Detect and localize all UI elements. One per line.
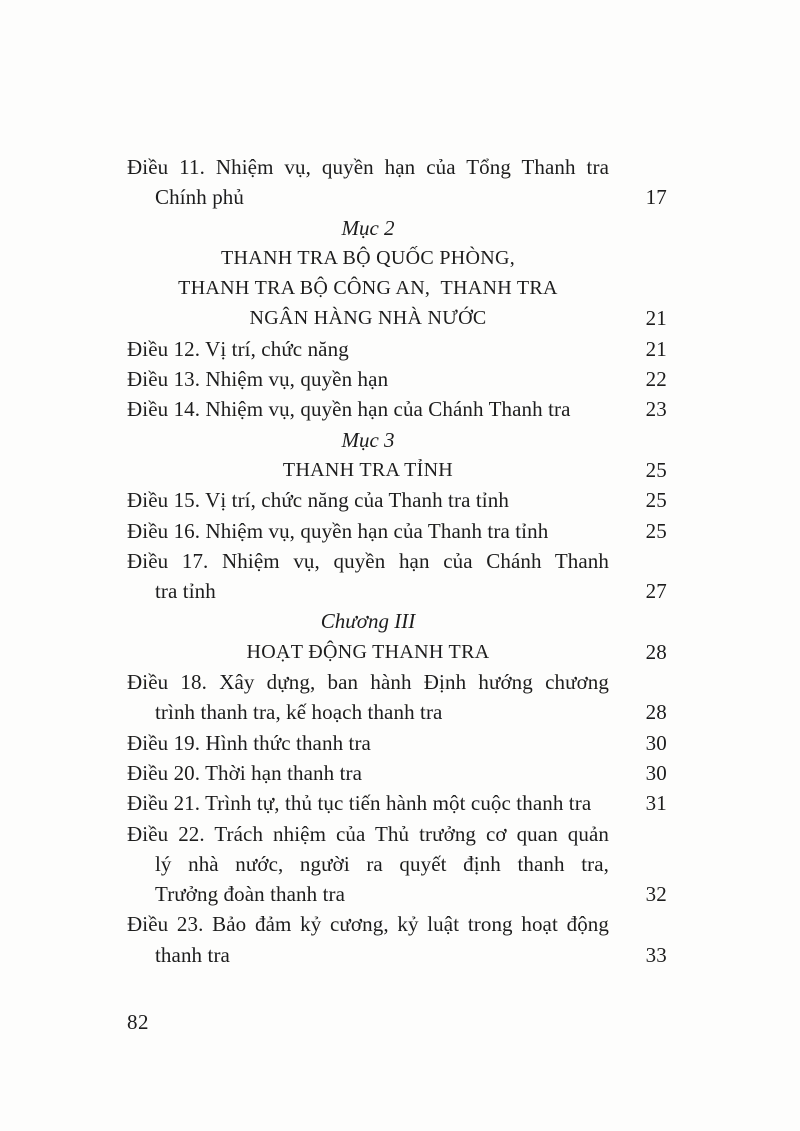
toc-entry-text: Điều 21. Trình tự, thủ tục tiến hành một cuộc thanh tra <box>127 791 592 816</box>
toc-page-number <box>609 546 667 576</box>
toc-entry-text: Điều 12. Vị trí, chức năng <box>127 336 349 361</box>
toc-entry-text: Điều 11. Nhiệm vụ, quyền hạn của Tổng Thanh tra <box>127 155 609 179</box>
toc-page-number <box>609 849 667 879</box>
toc-row <box>127 788 667 818</box>
toc-row <box>127 213 667 243</box>
toc-row <box>127 819 667 849</box>
toc-page-number <box>609 667 667 697</box>
toc-row <box>127 334 667 364</box>
toc-page-number: 22 <box>645 367 667 392</box>
section-heading: THANH TRA TỈNH <box>282 458 454 481</box>
toc-page-number: 25 <box>645 518 667 543</box>
toc-row <box>127 697 667 727</box>
toc-entry-text: thanh tra <box>155 942 230 967</box>
toc-entry-text: Điều 16. Nhiệm vụ, quyền hạn của Thanh tra tỉnh <box>127 518 549 543</box>
toc-page-number <box>609 425 667 455</box>
toc-row <box>127 728 667 758</box>
toc-row <box>127 303 667 333</box>
section-heading: THANH TRA BỘ CÔNG AN, THANH TRA <box>178 277 558 300</box>
toc-entry-text: lý nhà nước, người ra quyết định thanh tra, <box>155 851 609 876</box>
toc-row <box>127 516 667 546</box>
toc-row <box>127 425 667 455</box>
toc-page-number <box>609 152 667 182</box>
toc-row <box>127 940 667 970</box>
toc-entry-text: Trưởng đoàn thanh tra <box>155 882 346 907</box>
toc-page-number <box>609 243 667 273</box>
toc-row <box>127 364 667 394</box>
toc-page-number: 28 <box>645 639 667 664</box>
toc-page-number <box>609 273 667 303</box>
toc-row <box>127 152 667 182</box>
toc-page-number: 23 <box>645 397 667 422</box>
toc-entry-text: tra tỉnh <box>155 579 216 604</box>
toc-page-number: 32 <box>645 882 667 907</box>
toc-entry-text: Điều 13. Nhiệm vụ, quyền hạn <box>127 367 389 392</box>
toc-row <box>127 455 667 485</box>
section-heading: THANH TRA BỘ QUỐC PHÒNG, <box>220 246 516 269</box>
toc-row <box>127 637 667 667</box>
toc-entry-text: Chính phủ <box>155 185 244 210</box>
toc-entry-text: trình thanh tra, kế hoạch thanh tra <box>155 700 443 725</box>
toc-page-number: 31 <box>645 791 667 816</box>
toc-entry-text: Điều 23. Bảo đảm kỷ cương, kỷ luật trong hoạt động <box>127 912 609 937</box>
section-label: Chương III <box>320 609 416 634</box>
section-label: Mục 3 <box>341 427 395 452</box>
toc-row <box>127 576 667 606</box>
toc-entry-text: Điều 22. Trách nhiệm của Thủ trưởng cơ quan quản <box>127 821 609 846</box>
toc-page-number <box>609 213 667 243</box>
toc-page-number: 21 <box>645 306 667 331</box>
toc-row <box>127 606 667 636</box>
toc-entry-text: Điều 18. Xây dựng, ban hành Định hướng chương <box>127 670 609 695</box>
toc-page-number: 25 <box>645 457 667 482</box>
toc-row <box>127 485 667 515</box>
toc-entry-text: Điều 15. Vị trí, chức năng của Thanh tra tỉnh <box>127 488 509 513</box>
toc-row <box>127 758 667 788</box>
toc-entry-text: Điều 17. Nhiệm vụ, quyền hạn của Chánh Thanh <box>127 548 609 573</box>
toc-page-number <box>609 909 667 939</box>
toc-page-number: 21 <box>645 336 667 361</box>
toc-page-number <box>609 606 667 636</box>
toc-page-number: 28 <box>645 700 667 725</box>
toc-page-number: 30 <box>645 730 667 755</box>
toc-row <box>127 243 667 273</box>
toc-entry-text: Điều 19. Hình thức thanh tra <box>127 730 371 755</box>
toc-row <box>127 546 667 576</box>
toc-row <box>127 394 667 424</box>
section-heading: NGÂN HÀNG NHÀ NƯỚC <box>249 307 487 330</box>
toc-row <box>127 273 667 303</box>
toc-row <box>127 182 667 212</box>
toc-page-number: 33 <box>645 942 667 967</box>
toc-row <box>127 849 667 879</box>
toc-page-number <box>609 819 667 849</box>
section-heading: HOẠT ĐỘNG THANH TRA <box>246 640 490 663</box>
section-label: Mục 2 <box>341 215 395 240</box>
toc <box>127 152 667 970</box>
toc-row <box>127 667 667 697</box>
toc-page-number: 25 <box>645 488 667 513</box>
toc-page-number: 30 <box>645 760 667 785</box>
folio-page-number: 82 <box>127 1010 149 1034</box>
toc-entry-text: Điều 14. Nhiệm vụ, quyền hạn của Chánh Thanh tra <box>127 397 571 422</box>
toc-page-number: 17 <box>645 185 667 210</box>
toc-row <box>127 909 667 939</box>
toc-page-number: 27 <box>645 579 667 604</box>
toc-entry-text: Điều 20. Thời hạn thanh tra <box>127 760 363 785</box>
toc-row <box>127 879 667 909</box>
